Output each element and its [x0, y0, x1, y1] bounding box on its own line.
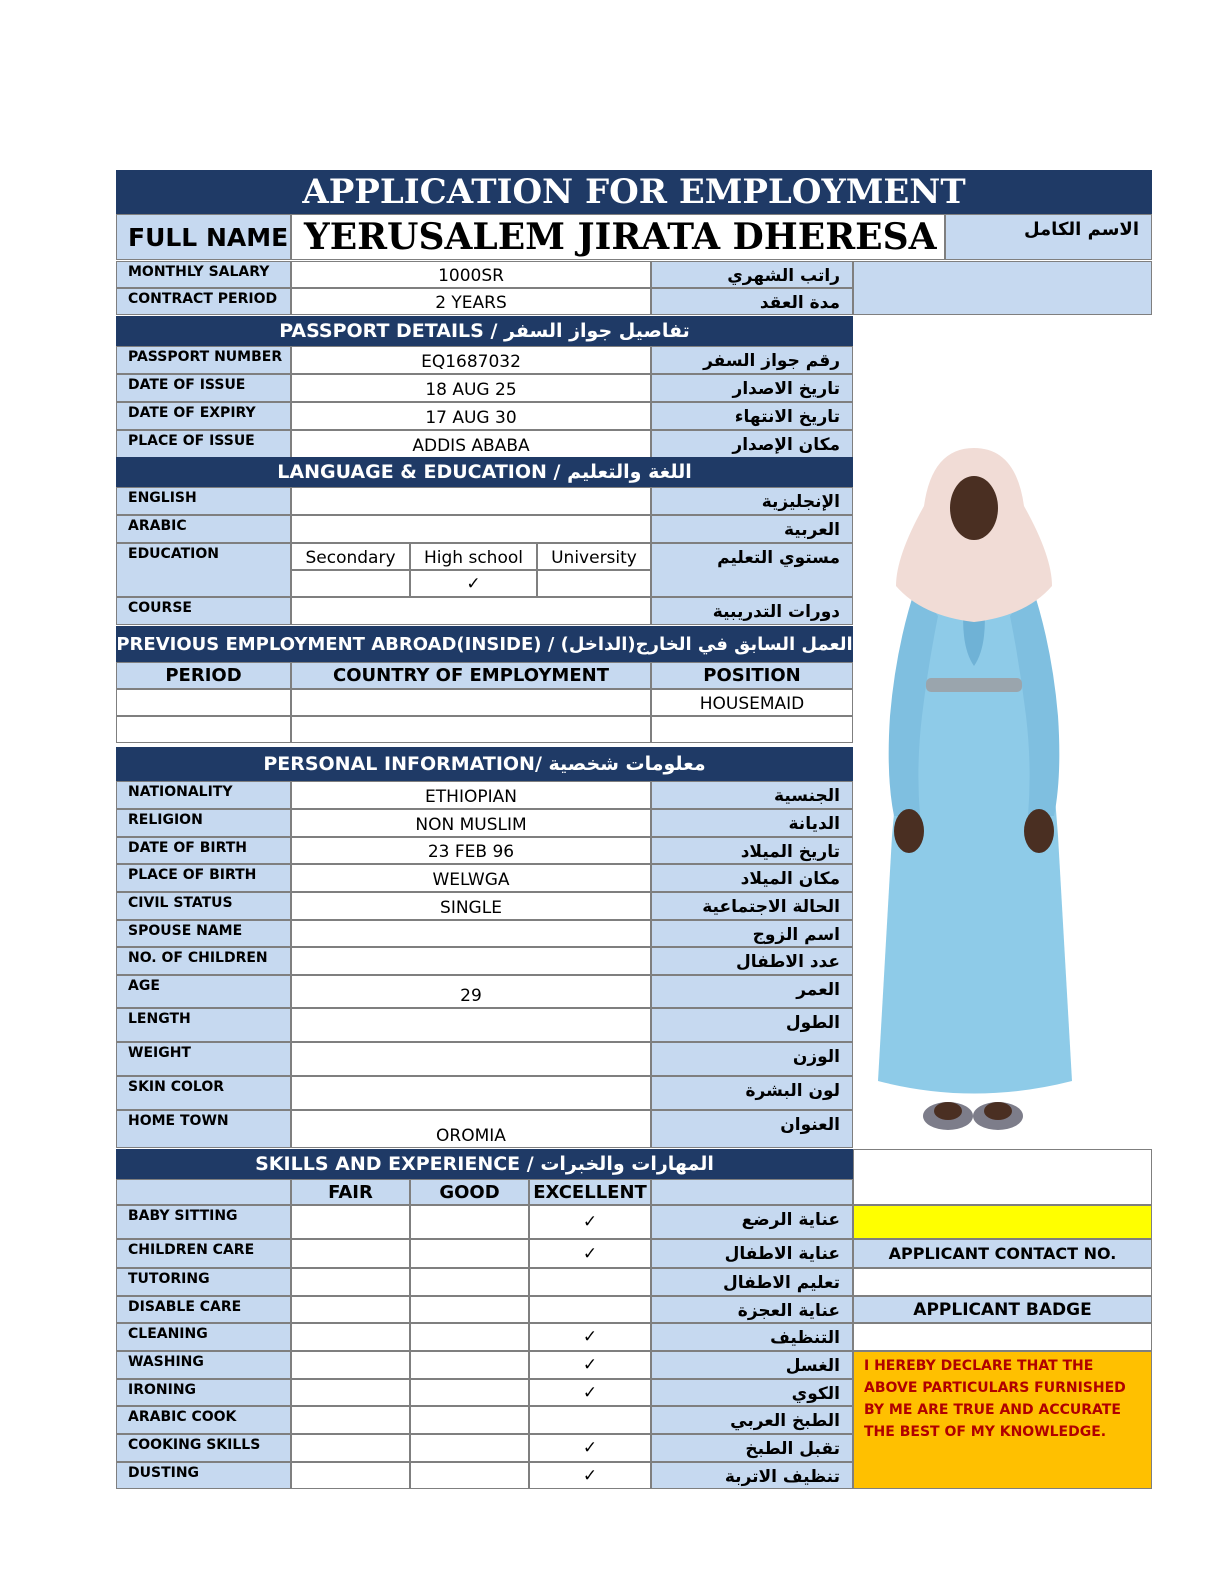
skill-label: COOKING SKILLS — [116, 1434, 291, 1462]
applicant-badge-label: APPLICANT BADGE — [853, 1296, 1152, 1323]
personal-field-label: PLACE OF BIRTH — [116, 864, 291, 892]
skill-rating-check: ✓ — [529, 1239, 651, 1268]
skill-rating-check — [291, 1296, 410, 1323]
employment-cell — [116, 689, 291, 716]
skill-rating-check — [291, 1205, 410, 1239]
language-value — [291, 515, 651, 543]
passport-field-value: EQ1687032 — [291, 346, 651, 374]
skill-rating-check — [410, 1434, 529, 1462]
passport-field-arabic: رقم جواز السفر — [651, 346, 853, 374]
personal-field-value — [291, 1076, 651, 1110]
skill-rating-check — [291, 1406, 410, 1434]
passport-field-arabic: تاريخ الانتهاء — [651, 402, 853, 430]
skill-rating-check — [291, 1268, 410, 1296]
passport-field-arabic: مكان الإصدار — [651, 430, 853, 458]
personal-field-value: 23 FEB 96 — [291, 837, 651, 864]
skills-header-blank — [651, 1179, 853, 1205]
language-section-title: LANGUAGE & EDUCATION / اللغة والتعليم — [116, 457, 853, 487]
personal-field-arabic: تاريخ الميلاد — [651, 837, 853, 864]
skill-rating-check — [410, 1268, 529, 1296]
personal-field-label: SPOUSE NAME — [116, 920, 291, 947]
skill-rating-check: ✓ — [529, 1351, 651, 1379]
skill-rating-check — [291, 1239, 410, 1268]
skill-rating-check — [410, 1406, 529, 1434]
employment-header: COUNTRY OF EMPLOYMENT — [291, 662, 651, 689]
personal-field-label: CIVIL STATUS — [116, 892, 291, 920]
skill-rating-check: ✓ — [529, 1434, 651, 1462]
passport-field-value: 18 AUG 25 — [291, 374, 651, 402]
skill-arabic: تقبل الطبخ — [651, 1434, 853, 1462]
employment-cell — [116, 716, 291, 743]
passport-field-value: ADDIS ABABA — [291, 430, 651, 458]
skill-rating-check: ✓ — [529, 1462, 651, 1489]
skill-label: ARABIC COOK — [116, 1406, 291, 1434]
skill-rating-check — [410, 1379, 529, 1406]
field-value: 1000SR — [291, 261, 651, 288]
skill-label: CHILDREN CARE — [116, 1239, 291, 1268]
skill-rating-check — [291, 1351, 410, 1379]
skill-rating-check — [410, 1296, 529, 1323]
field-value: 2 YEARS — [291, 288, 651, 315]
personal-field-label: DATE OF BIRTH — [116, 837, 291, 864]
declaration-text: I HEREBY DECLARE THAT THE ABOVE PARTICULARS FURNISHED BY ME ARE TRUE AND ACCURATE THE BEST OF MY KNOWLEDGE. — [853, 1351, 1152, 1489]
personal-field-value — [291, 1008, 651, 1042]
personal-field-arabic: لون البشرة — [651, 1076, 853, 1110]
education-option: High school — [410, 543, 537, 570]
form-title: APPLICATION FOR EMPLOYMENT — [116, 170, 1152, 214]
personal-field-value: WELWGA — [291, 864, 651, 892]
passport-section-title: PASSPORT DETAILS / تفاصيل جواز السفر — [116, 316, 853, 346]
personal-field-label: SKIN COLOR — [116, 1076, 291, 1110]
skill-label: WASHING — [116, 1351, 291, 1379]
field-arabic: مدة العقد — [651, 288, 853, 315]
language-arabic: العربية — [651, 515, 853, 543]
skill-arabic: عناية الاطفال — [651, 1239, 853, 1268]
skill-label: DISABLE CARE — [116, 1296, 291, 1323]
employment-cell: HOUSEMAID — [651, 689, 853, 716]
personal-field-value — [291, 920, 651, 947]
skill-label: CLEANING — [116, 1323, 291, 1351]
skill-rating-check — [291, 1379, 410, 1406]
course-label: COURSE — [116, 597, 291, 625]
education-check — [291, 570, 410, 597]
skill-label: TUTORING — [116, 1268, 291, 1296]
personal-field-arabic: الحالة الاجتماعية — [651, 892, 853, 920]
skill-arabic: الطبخ العربي — [651, 1406, 853, 1434]
skill-arabic: تعليم الاطفال — [651, 1268, 853, 1296]
skill-arabic: الغسل — [651, 1351, 853, 1379]
course-arabic: دورات التدريبية — [651, 597, 853, 625]
full-name-value: YERUSALEM JIRATA DHERESA — [291, 214, 945, 260]
skills-section-title: SKILLS AND EXPERIENCE / المهارات والخبرات — [116, 1149, 853, 1179]
side-blank-cell — [853, 1149, 1152, 1205]
skills-header-blank — [116, 1179, 291, 1205]
personal-section-title: PERSONAL INFORMATION/ معلومات شخصية — [116, 747, 853, 781]
passport-field-label: PASSPORT NUMBER — [116, 346, 291, 374]
full-name-label: FULL NAME — [116, 214, 291, 260]
personal-field-arabic: العمر — [651, 975, 853, 1008]
applicant-photo — [876, 416, 1072, 1146]
personal-field-value: 29 — [291, 975, 651, 1008]
skills-header: FAIR — [291, 1179, 410, 1205]
skill-arabic: التنظيف — [651, 1323, 853, 1351]
employment-cell — [291, 716, 651, 743]
personal-field-label: LENGTH — [116, 1008, 291, 1042]
skill-rating-check — [410, 1239, 529, 1268]
applicant-contact-value — [853, 1268, 1152, 1296]
skill-arabic: تنظيف الاتربة — [651, 1462, 853, 1489]
personal-field-arabic: الجنسية — [651, 781, 853, 809]
field-label: CONTRACT PERIOD — [116, 288, 291, 315]
personal-field-arabic: مكان الميلاد — [651, 864, 853, 892]
education-check: ✓ — [410, 570, 537, 597]
skill-label: DUSTING — [116, 1462, 291, 1489]
personal-field-arabic: اسم الزوج — [651, 920, 853, 947]
personal-field-label: NO. OF CHILDREN — [116, 947, 291, 975]
personal-field-label: AGE — [116, 975, 291, 1008]
skills-header: GOOD — [410, 1179, 529, 1205]
skill-rating-check — [410, 1462, 529, 1489]
skill-arabic: عناية العجزة — [651, 1296, 853, 1323]
personal-field-value — [291, 1042, 651, 1076]
blank-side-cell — [853, 261, 1152, 315]
language-arabic: الإنجليزية — [651, 487, 853, 515]
side-yellow-cell — [853, 1205, 1152, 1239]
employment-header: PERIOD — [116, 662, 291, 689]
employment-cell — [651, 716, 853, 743]
skill-rating-check — [529, 1268, 651, 1296]
passport-field-label: DATE OF ISSUE — [116, 374, 291, 402]
language-label: ENGLISH — [116, 487, 291, 515]
passport-field-arabic: تاريخ الاصدار — [651, 374, 853, 402]
personal-field-label: HOME TOWN — [116, 1110, 291, 1148]
personal-field-value: OROMIA — [291, 1110, 651, 1148]
applicant-contact-label: APPLICANT CONTACT NO. — [853, 1239, 1152, 1268]
applicant-badge-value — [853, 1323, 1152, 1351]
personal-field-value — [291, 947, 651, 975]
skill-rating-check: ✓ — [529, 1205, 651, 1239]
skill-rating-check: ✓ — [529, 1379, 651, 1406]
skill-rating-check — [529, 1406, 651, 1434]
education-label: EDUCATION — [116, 543, 291, 597]
skill-rating-check — [410, 1323, 529, 1351]
education-option: Secondary — [291, 543, 410, 570]
passport-field-label: PLACE OF ISSUE — [116, 430, 291, 458]
personal-field-value: NON MUSLIM — [291, 809, 651, 837]
language-label: ARABIC — [116, 515, 291, 543]
personal-field-label: RELIGION — [116, 809, 291, 837]
skill-arabic: الكوي — [651, 1379, 853, 1406]
personal-field-arabic: العنوان — [651, 1110, 853, 1148]
personal-field-arabic: الوزن — [651, 1042, 853, 1076]
personal-field-arabic: الديانة — [651, 809, 853, 837]
personal-field-label: NATIONALITY — [116, 781, 291, 809]
skill-rating-check — [529, 1296, 651, 1323]
personal-field-arabic: الطول — [651, 1008, 853, 1042]
field-arabic: راتب الشهري — [651, 261, 853, 288]
personal-field-label: WEIGHT — [116, 1042, 291, 1076]
language-value — [291, 487, 651, 515]
skill-rating-check — [291, 1323, 410, 1351]
personal-field-arabic: عدد الاطفال — [651, 947, 853, 975]
education-arabic: مستوي التعليم — [651, 543, 853, 597]
skill-rating-check — [410, 1351, 529, 1379]
course-value — [291, 597, 651, 625]
passport-field-value: 17 AUG 30 — [291, 402, 651, 430]
passport-field-label: DATE OF EXPIRY — [116, 402, 291, 430]
education-option: University — [537, 543, 651, 570]
skill-rating-check — [291, 1434, 410, 1462]
employment-header: POSITION — [651, 662, 853, 689]
skill-rating-check — [410, 1205, 529, 1239]
skills-header: EXCELLENT — [529, 1179, 651, 1205]
education-check — [537, 570, 651, 597]
personal-field-value: SINGLE — [291, 892, 651, 920]
personal-field-value: ETHIOPIAN — [291, 781, 651, 809]
skill-arabic: عناية الرضع — [651, 1205, 853, 1239]
skill-rating-check: ✓ — [529, 1323, 651, 1351]
skill-label: BABY SITTING — [116, 1205, 291, 1239]
full-name-arabic: الاسم الكامل — [945, 214, 1152, 260]
employment-section-title: PREVIOUS EMPLOYMENT ABROAD(INSIDE) / العمل السابق في الخارج(الداخل) — [116, 626, 853, 662]
employment-cell — [291, 689, 651, 716]
field-label: MONTHLY SALARY — [116, 261, 291, 288]
skill-label: IRONING — [116, 1379, 291, 1406]
skill-rating-check — [291, 1462, 410, 1489]
